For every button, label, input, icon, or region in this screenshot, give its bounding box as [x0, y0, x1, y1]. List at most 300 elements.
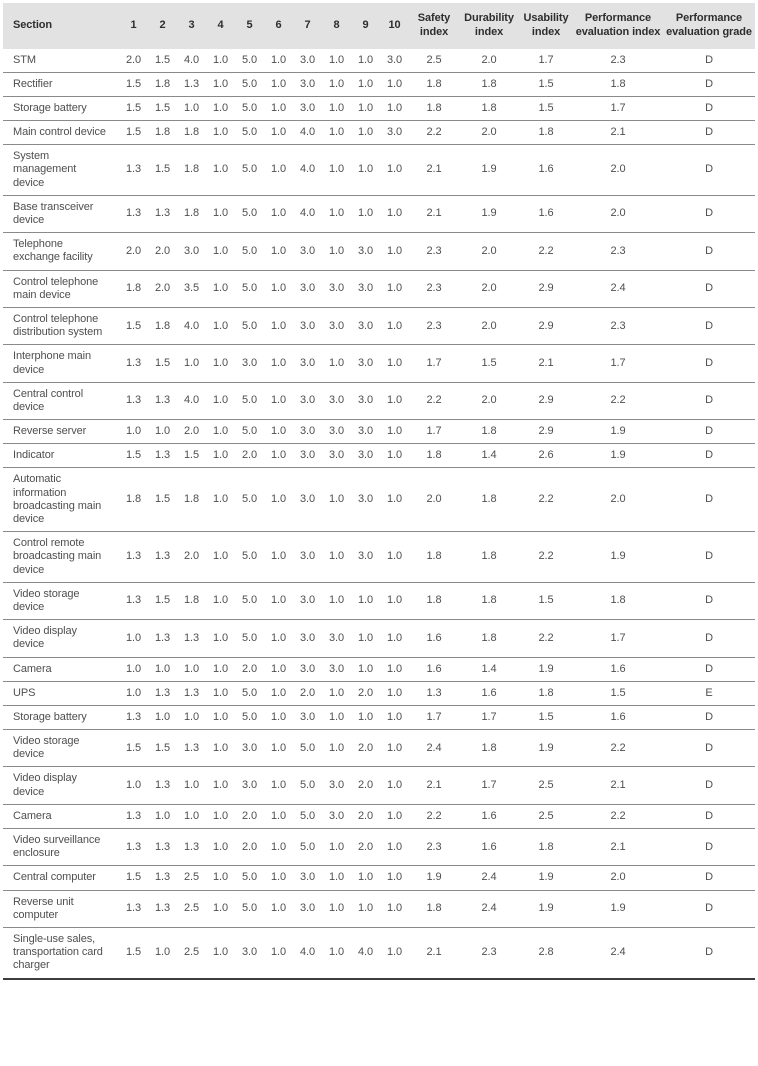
index-cell: 2.2 — [573, 382, 663, 419]
index-cell: 2.2 — [573, 730, 663, 767]
score-cell: 1.0 — [351, 620, 380, 657]
score-cell: 1.5 — [119, 730, 148, 767]
score-cell: 3.0 — [293, 307, 322, 344]
score-cell: 3.5 — [177, 270, 206, 307]
score-cell: 1.3 — [148, 829, 177, 866]
score-cell: 5.0 — [235, 620, 264, 657]
score-cell: 1.0 — [206, 382, 235, 419]
score-cell: 3.0 — [293, 382, 322, 419]
score-cell: 1.0 — [358, 53, 373, 66]
index-cell: 1.7 — [409, 420, 459, 444]
section-cell: Indicator — [3, 444, 119, 468]
score-cell: 1.0 — [264, 681, 293, 705]
column-header: 9 — [351, 3, 380, 49]
index-cell: 2.1 — [409, 195, 459, 232]
score-cell: 1.0 — [351, 195, 380, 232]
section-cell: STM — [13, 53, 36, 66]
score-cell: 5.0 — [235, 195, 264, 232]
score-cell: 1.0 — [206, 829, 235, 866]
score-cell: 1.0 — [264, 121, 293, 145]
score-cell: 1.0 — [264, 420, 293, 444]
score-cell: 1.0 — [206, 270, 235, 307]
score-cell: 1.3 — [177, 829, 206, 866]
index-cell: 1.8 — [573, 72, 663, 96]
table-row — [3, 620, 755, 657]
index-cell: 2.4 — [459, 890, 519, 927]
score-cell: 5.0 — [293, 829, 322, 866]
grade-cell: D — [663, 121, 755, 145]
score-cell: 1.0 — [380, 382, 409, 419]
column-header: 4 — [206, 3, 235, 49]
score-cell: 1.0 — [264, 705, 293, 729]
index-cell: 1.3 — [409, 681, 459, 705]
table-row — [3, 657, 755, 681]
grade-cell: D — [663, 829, 755, 866]
index-cell: 1.5 — [519, 582, 573, 619]
index-cell: 1.5 — [573, 681, 663, 705]
table-row — [3, 705, 755, 729]
index-cell: 1.9 — [459, 195, 519, 232]
header-row — [3, 3, 755, 49]
score-cell: 4.0 — [293, 145, 322, 196]
score-cell: 1.5 — [155, 53, 170, 66]
score-cell: 1.0 — [206, 730, 235, 767]
score-cell: 5.0 — [235, 468, 264, 532]
index-cell: 1.6 — [409, 620, 459, 657]
index-cell: 2.9 — [519, 307, 573, 344]
score-cell: 3.0 — [322, 444, 351, 468]
index-cell: 1.8 — [409, 532, 459, 583]
score-cell: 1.5 — [119, 96, 148, 120]
index-cell: 2.0 — [573, 195, 663, 232]
index-cell: 2.2 — [409, 121, 459, 145]
score-cell: 1.0 — [177, 96, 206, 120]
score-cell: 1.0 — [380, 233, 409, 270]
score-cell: 1.0 — [177, 804, 206, 828]
score-cell: 1.0 — [380, 307, 409, 344]
grade-cell: D — [663, 582, 755, 619]
score-cell: 1.5 — [119, 72, 148, 96]
score-cell: 1.0 — [380, 195, 409, 232]
score-cell: 5.0 — [235, 72, 264, 96]
score-cell: 3.0 — [322, 657, 351, 681]
score-cell: 1.0 — [264, 532, 293, 583]
table-row — [3, 444, 755, 468]
score-cell: 1.0 — [264, 382, 293, 419]
section-cell: Video surveillance enclosure — [3, 829, 119, 866]
score-cell: 1.0 — [380, 468, 409, 532]
score-cell: 1.3 — [148, 767, 177, 804]
score-cell: 1.0 — [264, 345, 293, 382]
table-row — [3, 270, 755, 307]
index-cell: 2.2 — [573, 804, 663, 828]
score-cell: 3.0 — [322, 767, 351, 804]
score-cell: 1.0 — [322, 705, 351, 729]
score-cell: 3.0 — [293, 233, 322, 270]
score-cell: 1.0 — [206, 866, 235, 890]
index-cell: 1.8 — [409, 96, 459, 120]
index-cell: 2.3 — [409, 307, 459, 344]
score-cell: 3.0 — [235, 767, 264, 804]
score-cell: 1.0 — [380, 270, 409, 307]
score-cell: 3.0 — [322, 382, 351, 419]
table-body — [3, 49, 755, 979]
score-cell: 1.3 — [148, 890, 177, 927]
score-cell: 4.0 — [293, 927, 322, 978]
score-cell: 3.0 — [300, 53, 315, 66]
score-cell: 5.0 — [235, 145, 264, 196]
score-cell: 3.0 — [380, 121, 409, 145]
score-cell: 1.5 — [119, 927, 148, 978]
score-cell: 1.0 — [206, 705, 235, 729]
index-cell: 1.9 — [519, 730, 573, 767]
score-cell: 3.0 — [293, 270, 322, 307]
score-cell: 5.0 — [293, 767, 322, 804]
index-cell: 2.4 — [459, 866, 519, 890]
score-cell: 3.0 — [351, 345, 380, 382]
score-cell: 1.0 — [380, 345, 409, 382]
score-cell: 3.0 — [235, 927, 264, 978]
score-cell: 1.0 — [322, 121, 351, 145]
section-cell: Camera — [3, 804, 119, 828]
table-row — [3, 927, 755, 978]
index-cell: 2.3 — [610, 53, 626, 66]
score-cell: 1.0 — [351, 72, 380, 96]
score-cell: 1.0 — [206, 444, 235, 468]
table-row — [3, 582, 755, 619]
column-header: Performance evaluation grade — [663, 3, 755, 49]
score-cell: 1.0 — [322, 927, 351, 978]
score-cell: 1.0 — [264, 866, 293, 890]
index-cell: 2.3 — [573, 307, 663, 344]
score-cell: 2.0 — [126, 53, 141, 66]
grade-cell: D — [663, 468, 755, 532]
score-cell: 1.0 — [351, 866, 380, 890]
score-cell: 1.8 — [177, 145, 206, 196]
score-cell: 1.5 — [119, 866, 148, 890]
score-cell: 1.0 — [380, 767, 409, 804]
column-header: Durability index — [459, 3, 519, 49]
index-cell: 1.6 — [459, 804, 519, 828]
score-cell: 1.0 — [206, 681, 235, 705]
score-cell: 5.0 — [293, 730, 322, 767]
index-cell: 1.8 — [409, 890, 459, 927]
index-cell: 1.6 — [459, 829, 519, 866]
score-cell: 1.0 — [119, 657, 148, 681]
index-cell: 1.5 — [459, 345, 519, 382]
section-cell: Reverse server — [3, 420, 119, 444]
index-cell: 1.8 — [409, 582, 459, 619]
grade-cell: D — [663, 96, 755, 120]
score-cell: 5.0 — [235, 705, 264, 729]
grade-cell: D — [663, 145, 755, 196]
section-cell: Telephone exchange facility — [3, 233, 119, 270]
score-cell: 1.0 — [264, 307, 293, 344]
score-cell: 1.0 — [271, 53, 286, 66]
section-cell: Central computer — [3, 866, 119, 890]
index-cell: 1.6 — [573, 705, 663, 729]
score-cell: 2.0 — [235, 657, 264, 681]
score-cell: 1.0 — [380, 532, 409, 583]
score-cell: 2.0 — [148, 270, 177, 307]
index-cell: 1.8 — [409, 444, 459, 468]
score-cell: 1.0 — [322, 829, 351, 866]
index-cell: 2.8 — [519, 927, 573, 978]
score-cell: 1.0 — [380, 96, 409, 120]
score-cell: 1.3 — [148, 195, 177, 232]
score-cell: 3.0 — [235, 345, 264, 382]
score-cell: 5.0 — [242, 53, 257, 66]
grade-cell: D — [663, 657, 755, 681]
score-cell: 3.0 — [293, 582, 322, 619]
index-cell: 2.0 — [459, 233, 519, 270]
section-cell: Base transceiver device — [3, 195, 119, 232]
score-cell: 1.5 — [177, 444, 206, 468]
score-cell: 1.0 — [206, 804, 235, 828]
score-cell: 1.0 — [119, 767, 148, 804]
score-cell: 1.0 — [322, 890, 351, 927]
score-cell: 1.3 — [119, 804, 148, 828]
index-cell: 2.5 — [519, 767, 573, 804]
score-cell: 1.3 — [119, 345, 148, 382]
index-cell: 1.8 — [519, 829, 573, 866]
score-cell: 3.0 — [351, 468, 380, 532]
table-row — [3, 468, 755, 532]
score-cell: 1.3 — [119, 145, 148, 196]
section-cell: UPS — [3, 681, 119, 705]
score-cell: 2.0 — [235, 829, 264, 866]
grade-cell: D — [663, 72, 755, 96]
score-cell: 1.3 — [148, 866, 177, 890]
score-cell: 1.8 — [177, 468, 206, 532]
index-cell: 1.8 — [459, 582, 519, 619]
grade-cell: D — [663, 420, 755, 444]
table-row — [3, 49, 755, 73]
section-cell: Single-use sales, transportation card charger — [3, 927, 119, 978]
score-cell: 2.0 — [351, 767, 380, 804]
score-cell: 1.0 — [148, 420, 177, 444]
section-cell: Control remote broadcasting main device — [3, 532, 119, 583]
score-cell: 1.0 — [329, 53, 344, 66]
score-cell: 1.0 — [177, 657, 206, 681]
score-cell: 1.8 — [177, 582, 206, 619]
index-cell: 1.9 — [519, 866, 573, 890]
score-cell: 2.0 — [351, 804, 380, 828]
section-cell: Central control device — [3, 382, 119, 419]
score-cell: 1.0 — [351, 657, 380, 681]
score-cell: 1.0 — [206, 420, 235, 444]
score-cell: 3.0 — [322, 620, 351, 657]
index-cell: 2.2 — [409, 382, 459, 419]
score-cell: 1.0 — [264, 927, 293, 978]
score-cell: 1.0 — [322, 72, 351, 96]
index-cell: 2.0 — [573, 866, 663, 890]
index-cell: 1.7 — [409, 345, 459, 382]
score-cell: 1.0 — [351, 705, 380, 729]
table-row — [3, 420, 755, 444]
score-cell: 1.0 — [264, 620, 293, 657]
index-cell: 2.4 — [573, 270, 663, 307]
score-cell: 1.0 — [206, 72, 235, 96]
index-cell: 1.8 — [519, 121, 573, 145]
section-cell: Automatic information broadcasting main device — [3, 468, 119, 532]
index-cell: 1.8 — [409, 72, 459, 96]
grade-cell: D — [663, 705, 755, 729]
score-cell: 1.5 — [148, 145, 177, 196]
score-cell: 1.0 — [264, 444, 293, 468]
index-cell: 2.1 — [519, 345, 573, 382]
index-cell: 2.0 — [459, 382, 519, 419]
score-cell: 2.0 — [177, 420, 206, 444]
score-cell: 5.0 — [235, 890, 264, 927]
score-cell: 1.3 — [119, 195, 148, 232]
table-row — [3, 804, 755, 828]
score-cell: 1.0 — [264, 270, 293, 307]
score-cell: 1.0 — [264, 96, 293, 120]
table-row — [3, 195, 755, 232]
score-cell: 3.0 — [322, 270, 351, 307]
score-cell: 1.0 — [380, 657, 409, 681]
score-cell: 1.0 — [206, 620, 235, 657]
score-cell: 5.0 — [235, 532, 264, 583]
index-cell: 1.7 — [538, 53, 554, 66]
index-cell: 2.0 — [459, 270, 519, 307]
score-cell: 3.0 — [293, 468, 322, 532]
score-cell: 3.0 — [351, 270, 380, 307]
index-cell: 2.1 — [573, 767, 663, 804]
table-row — [3, 96, 755, 120]
score-cell: 5.0 — [235, 382, 264, 419]
index-cell: 1.8 — [459, 620, 519, 657]
grade-cell: D — [663, 927, 755, 978]
grade-cell: D — [663, 866, 755, 890]
index-cell: 1.8 — [459, 420, 519, 444]
index-cell: 1.5 — [519, 72, 573, 96]
index-cell: 2.3 — [409, 233, 459, 270]
score-cell: 1.5 — [148, 96, 177, 120]
score-cell: 1.3 — [119, 532, 148, 583]
score-cell: 1.0 — [148, 927, 177, 978]
score-cell: 2.5 — [177, 890, 206, 927]
score-cell: 3.0 — [387, 53, 402, 66]
grade-cell: D — [663, 804, 755, 828]
score-cell: 5.0 — [235, 270, 264, 307]
score-cell: 1.0 — [213, 53, 228, 66]
section-cell: Control telephone main device — [3, 270, 119, 307]
index-cell: 1.8 — [519, 681, 573, 705]
score-cell: 1.0 — [380, 620, 409, 657]
index-cell: 1.6 — [573, 657, 663, 681]
score-cell: 1.0 — [264, 657, 293, 681]
index-cell: 2.4 — [409, 730, 459, 767]
score-cell: 5.0 — [235, 582, 264, 619]
index-cell: 1.7 — [459, 705, 519, 729]
score-cell: 3.0 — [322, 420, 351, 444]
score-cell: 1.5 — [119, 121, 148, 145]
score-cell: 1.0 — [380, 890, 409, 927]
score-cell: 1.5 — [148, 468, 177, 532]
performance-evaluation-table — [3, 3, 755, 980]
score-cell: 1.0 — [380, 804, 409, 828]
section-cell: Storage battery — [3, 705, 119, 729]
index-cell: 1.6 — [409, 657, 459, 681]
score-cell: 1.0 — [119, 681, 148, 705]
score-cell: 3.0 — [293, 444, 322, 468]
grade-cell: D — [663, 767, 755, 804]
index-cell: 2.0 — [573, 145, 663, 196]
index-cell: 2.9 — [519, 382, 573, 419]
column-header: 8 — [322, 3, 351, 49]
score-cell: 3.0 — [177, 233, 206, 270]
score-cell: 2.0 — [351, 681, 380, 705]
index-cell: 2.2 — [519, 468, 573, 532]
score-cell: 1.0 — [322, 681, 351, 705]
index-cell: 1.5 — [519, 96, 573, 120]
score-cell: 1.0 — [380, 72, 409, 96]
score-cell: 1.5 — [119, 307, 148, 344]
index-cell: 2.1 — [573, 829, 663, 866]
score-cell: 1.0 — [351, 96, 380, 120]
score-cell: 1.0 — [206, 96, 235, 120]
score-cell: 1.3 — [177, 72, 206, 96]
index-cell: 2.6 — [519, 444, 573, 468]
index-cell: 1.7 — [573, 96, 663, 120]
score-cell: 3.0 — [293, 72, 322, 96]
score-cell: 1.3 — [148, 444, 177, 468]
score-cell: 1.0 — [264, 468, 293, 532]
column-header: 6 — [264, 3, 293, 49]
score-cell: 2.0 — [293, 681, 322, 705]
score-cell: 1.0 — [380, 582, 409, 619]
score-cell: 1.0 — [380, 829, 409, 866]
index-cell: 1.8 — [459, 468, 519, 532]
grade-cell: D — [663, 532, 755, 583]
table-row — [3, 730, 755, 767]
score-cell: 1.0 — [351, 582, 380, 619]
section-cell: Main control device — [3, 121, 119, 145]
section-cell: Interphone main device — [3, 345, 119, 382]
score-cell: 3.0 — [293, 96, 322, 120]
grade-cell: D — [663, 730, 755, 767]
score-cell: 3.0 — [293, 866, 322, 890]
score-cell: 5.0 — [235, 420, 264, 444]
column-header: 2 — [148, 3, 177, 49]
score-cell: 1.8 — [177, 195, 206, 232]
score-cell: 1.3 — [119, 582, 148, 619]
index-cell: 1.7 — [573, 620, 663, 657]
index-cell: 1.9 — [573, 444, 663, 468]
index-cell: 2.5 — [426, 53, 442, 66]
score-cell: 2.0 — [177, 532, 206, 583]
score-cell: 1.0 — [177, 705, 206, 729]
index-cell: 2.0 — [459, 307, 519, 344]
score-cell: 2.0 — [235, 804, 264, 828]
index-cell: 2.1 — [409, 767, 459, 804]
section-cell: Video storage device — [3, 582, 119, 619]
score-cell: 1.0 — [177, 767, 206, 804]
score-cell: 1.0 — [264, 767, 293, 804]
score-cell: 1.8 — [148, 121, 177, 145]
score-cell: 2.5 — [177, 866, 206, 890]
score-cell: 1.0 — [148, 657, 177, 681]
score-cell: 3.0 — [351, 420, 380, 444]
score-cell: 1.8 — [119, 468, 148, 532]
index-cell: 1.9 — [519, 890, 573, 927]
score-cell: 1.0 — [264, 730, 293, 767]
index-cell: 1.4 — [459, 657, 519, 681]
index-cell: 1.4 — [459, 444, 519, 468]
score-cell: 1.0 — [206, 233, 235, 270]
